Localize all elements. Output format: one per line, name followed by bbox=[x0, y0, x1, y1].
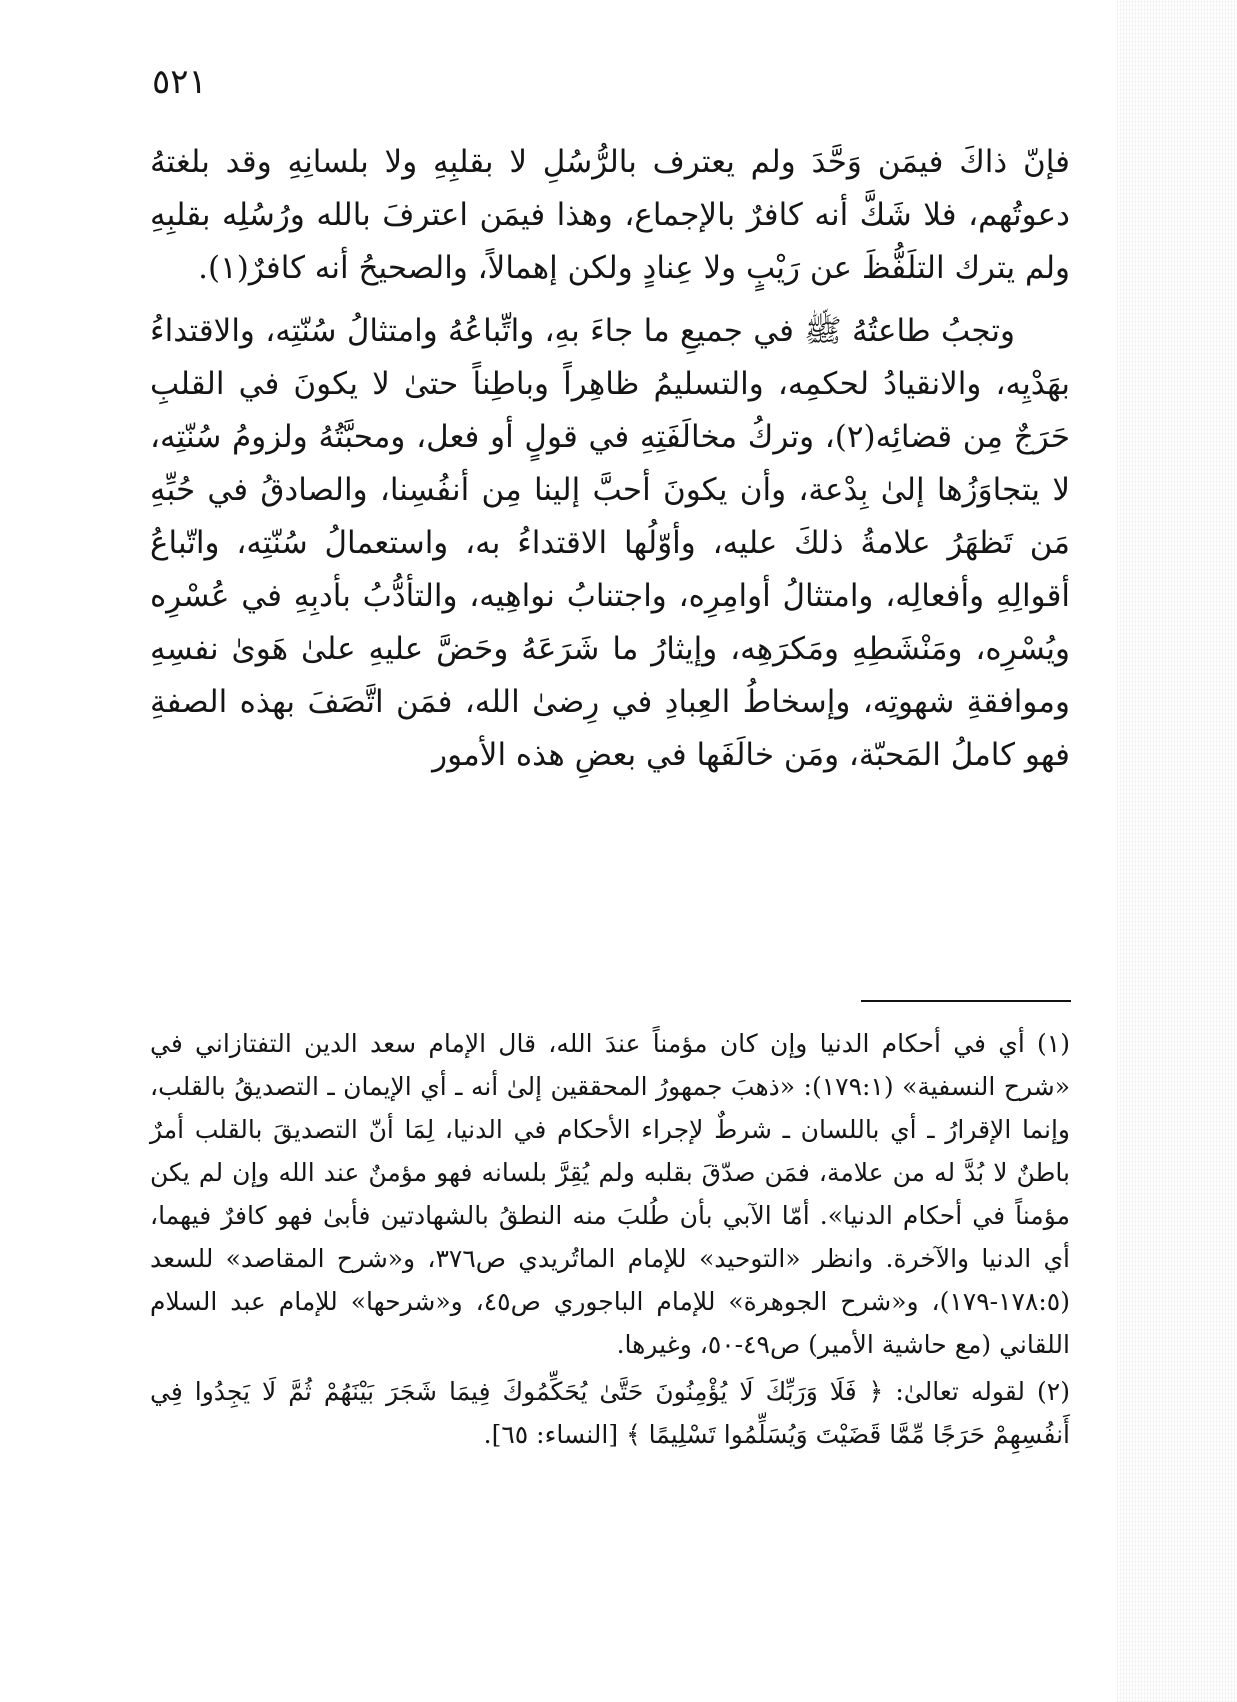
footnote-1: (١) أي في أحكام الدنيا وإن كان مؤمناً عندَ الله، قال الإمام سعد الدين التفتازاني في «شرح النسفية» (١٧٩:١): «ذهبَ جمهورُ المحققين إلىٰ أنه ـ أي الإيمان ـ التصديقُ بالقلب، وإنما الإقرارُ ـ أي باللسان ـ شرطٌ لإجراء الأحكام في الدنيا، لِمَا أنّ التصديقَ بالقلب أمرٌ باطنٌ لا بُدَّ له من علامة، فمَن صدّقَ بقلبه ولم يُقِرَّ بلسانه فهو مؤمنٌ عند الله وإن لم يكن مؤمناً في أحكام الدنيا». أمّا الآبي بأن طُلبَ منه النطقُ بالشهادتين فأبىٰ فهو كافرٌ فيهما، أي الدنيا والآخرة. وانظر «التوحيد» للإمام الماتُريدي ص٣٧٦، و«شرح المقاصد» للسعد (١٧٨:٥-١٧٩)، و«شرح الجوهرة» للإمام الباجوري ص٤٥، و«شرحها» للإمام عبد السلام اللقاني (مع حاشية الأمير) ص٤٩-٥٠، وغيرها. bbox=[150, 1029, 1070, 1359]
scan-edge-texture bbox=[1117, 0, 1237, 1702]
footnotes bbox=[150, 1022, 1070, 1456]
paragraph-obedience-to-prophet: وتجبُ طاعتُهُ ﷺ في جميعِ ما جاءَ بهِ، واتِّباعُهُ وامتثالُ سُنّتِه، والاقتداءُ بهَدْيِه، والانقيادُ لحكمِه، والتسليمُ ظاهِراً وباطِناً حتىٰ لا يكونَ في القلبِ حَرَجٌ مِن قضائِه(٢)، وتركُ مخالَفَتِهِ في قولٍ أو فعل، ومحبَّتُهُ ولزومُ سُنّتِه، لا يتجاوَزُها إلىٰ بِدْعة، وأن يكونَ أحبَّ إلينا مِن أنفُسِنا، والصادقُ في حُبِّهِ مَن تَظهَرُ علامةُ ذلكَ عليه، وأوّلُها الاقتداءُ به، واستعمالُ سُنّتِه، واتّباعُ أقوالِهِ وأفعالِه، وامتثالُ أوامِرِه، واجتنابُ نواهِيه، والتأدُّبُ بأدبِهِ في عُسْرِه ويُسْرِه، ومَنْشَطِهِ ومَكرَهِه، وإيثارُ ما شَرَعَهُ وحَضَّ عليهِ علىٰ هَوىٰ نفسِهِ وموافقةِ شهوتِه، وإسخاطُ العِبادِ في رِضىٰ الله، فمَن اتَّصَفَ بهذه الصفةِ فهو كاملُ المَحبّة، ومَن خالَفَها في بعضِ هذه الأمور bbox=[150, 313, 1070, 773]
footnote-2: (٢) لقوله تعالىٰ: ﴿ فَلَا وَرَبِّكَ لَا يُؤْمِنُونَ حَتَّىٰ يُحَكِّمُوكَ فِيمَا شَجَرَ بَيْنَهُمْ ثُمَّ لَا يَجِدُوا فِي أَنفُسِهِمْ حَرَجًا مِّمَّا قَضَيْتَ وَيُسَلِّمُوا تَسْلِيمًا ﴾ [النساء: ٦٥]. bbox=[150, 1377, 1070, 1449]
footnote-divider bbox=[861, 1000, 1071, 1002]
main-text bbox=[150, 136, 1070, 782]
paragraph-rejecting-messengers: فإنّ ذاكَ فيمَن وَحَّدَ ولم يعترف بالرُّسُلِ لا بقلبِهِ ولا بلسانِهِ وقد بلغتهُ دعوتُهم، فلا شَكَّ أنه كافرٌ بالإجماع، وهذا فيمَن اعترفَ بالله ورُسُلِه بقلبِهِ ولم يترك التلَفُّظَ عن رَيْبٍ ولا عِنادٍ ولكن إهمالاً، والصحيحُ أنه كافرٌ(١). bbox=[150, 144, 1070, 286]
page-number: ٥٢١ bbox=[152, 62, 207, 102]
